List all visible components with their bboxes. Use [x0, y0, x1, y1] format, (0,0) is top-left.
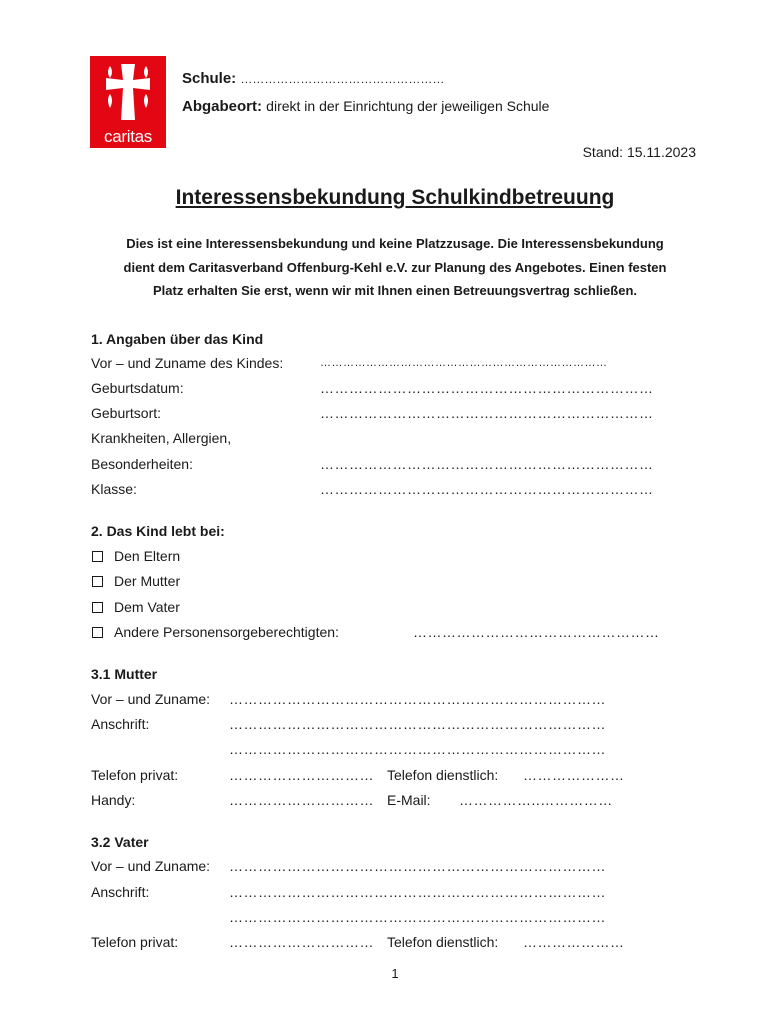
- vater-name-field[interactable]: ……………………………………………………………………: [229, 858, 606, 874]
- kind-name-label: Vor – und Zuname des Kindes:: [91, 355, 284, 371]
- mutter-telefon-field[interactable]: …………………………: [229, 767, 374, 783]
- schule-line[interactable]: ……………………………………………: [240, 72, 445, 86]
- intro-line-2: dient dem Caritasverband Offenburg-Kehl e.V. zur Planung des Angebotes. Einen festen: [123, 260, 667, 275]
- checkbox-vater[interactable]: [92, 602, 103, 613]
- section2-heading: 2. Das Kind lebt bei:: [91, 523, 225, 539]
- krankheiten-label: Krankheiten, Allergien,: [91, 430, 232, 446]
- checkbox-andere[interactable]: [92, 627, 103, 638]
- klasse-field[interactable]: ……………………………………………………………: [320, 481, 654, 497]
- vater-anschrift-label: Anschrift:: [91, 884, 150, 900]
- mutter-handy-label: Handy:: [91, 792, 136, 808]
- logo-text: caritas: [104, 127, 152, 146]
- geburtsdatum-label: Geburtsdatum:: [91, 380, 184, 396]
- mutter-name-field[interactable]: ……………………………………………………………………: [229, 691, 606, 707]
- vater-anschrift-field-1[interactable]: ……………………………………………………………………: [229, 884, 606, 900]
- section31-heading: 3.1 Mutter: [91, 666, 158, 682]
- checkbox-eltern[interactable]: [92, 551, 103, 562]
- mutter-name-label: Vor – und Zuname:: [91, 691, 211, 707]
- geburtsort-label: Geburtsort:: [91, 405, 162, 421]
- section32-heading: 3.2 Vater: [91, 834, 149, 850]
- schule-label: Schule:: [182, 70, 237, 87]
- page-title: Interessensbekundung Schulkindbetreuung: [175, 186, 615, 209]
- checkbox-mutter[interactable]: [92, 576, 103, 587]
- andere-field[interactable]: ……………………………………………: [413, 624, 660, 640]
- intro-line-1: Dies ist eine Interessensbekundung und keine Platzzusage. Die Interessensbekundung: [126, 236, 664, 251]
- abgabeort-value: direkt in der Einrichtung der jeweiligen Schule: [266, 98, 550, 114]
- vater-telefon-label: Telefon privat:: [91, 934, 179, 950]
- vater-dienstlich-field[interactable]: …………………: [523, 934, 625, 950]
- klasse-label: Klasse:: [91, 481, 137, 497]
- besonderheiten-field[interactable]: ……………………………………………………………: [320, 456, 654, 472]
- stand-date: Stand: 15.11.2023: [582, 144, 696, 160]
- option-eltern-label: Den Eltern: [114, 548, 181, 564]
- geburtsort-field[interactable]: ……………………………………………………………: [320, 405, 654, 421]
- vater-anschrift-field-2[interactable]: ……………………………………………………………………: [229, 909, 606, 925]
- mutter-dienstlich-field[interactable]: …………………: [523, 767, 625, 783]
- vater-name-label: Vor – und Zuname:: [91, 858, 211, 874]
- mutter-anschrift-field-1[interactable]: ……………………………………………………………………: [229, 716, 606, 732]
- mutter-email-field[interactable]: ……………..……………: [459, 792, 613, 808]
- mutter-handy-field[interactable]: …………………………: [229, 792, 374, 808]
- mutter-anschrift-label: Anschrift:: [91, 716, 150, 732]
- option-vater-label: Dem Vater: [114, 599, 180, 615]
- caritas-cross-icon: [90, 56, 166, 128]
- vater-dienstlich-label: Telefon dienstlich:: [387, 934, 499, 950]
- vater-telefon-field[interactable]: …………………………: [229, 934, 374, 950]
- page-number: 1: [391, 966, 399, 981]
- abgabeort-row: [182, 98, 549, 115]
- intro-line-3: Platz erhalten Sie erst, wenn wir mit Ihnen einen Betreuungsvertrag schließen.: [152, 283, 637, 298]
- geburtsdatum-field[interactable]: ……………………………………………………………: [320, 380, 654, 396]
- option-andere-label: Andere Personensorgeberechtigten:: [114, 624, 339, 640]
- option-mutter-label: Der Mutter: [114, 573, 181, 589]
- section1-heading: 1. Angaben über das Kind: [91, 331, 264, 347]
- mutter-email-label: E-Mail:: [387, 792, 431, 808]
- schule-row: [182, 70, 444, 87]
- mutter-dienstlich-label: Telefon dienstlich:: [387, 767, 499, 783]
- caritas-logo: [90, 56, 166, 148]
- abgabeort-label: Abgabeort:: [182, 98, 262, 115]
- mutter-telefon-label: Telefon privat:: [91, 767, 179, 783]
- mutter-anschrift-field-2[interactable]: ……………………………………………………………………: [229, 741, 606, 757]
- kind-name-field[interactable]: …………………………………………………………………: [320, 357, 608, 369]
- besonderheiten-label: Besonderheiten:: [91, 456, 193, 472]
